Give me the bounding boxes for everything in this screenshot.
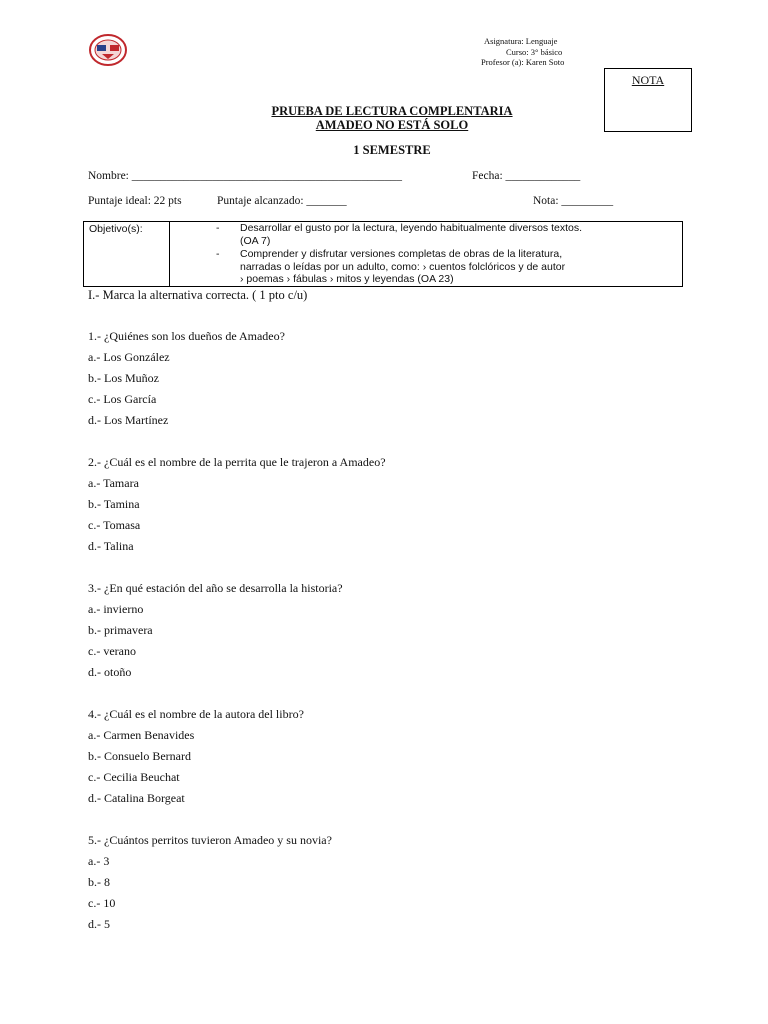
question-2: 2.- ¿Cuál es el nombre de la perrita que le trajeron a Amadeo? [88, 455, 386, 469]
option[interactable]: c.- Cecilia Beuchat [88, 770, 180, 784]
option[interactable]: b.- 8 [88, 875, 110, 889]
achieved-score-field[interactable]: Puntaje alcanzado: _______ [217, 195, 347, 207]
test-title: PRUEBA DE LECTURA COMPLENTARIA [271, 104, 513, 118]
option[interactable]: a.- Tamara [88, 476, 139, 490]
question-1: 1.- ¿Quiénes son los dueños de Amadeo? [88, 329, 285, 343]
option[interactable]: d.- Talina [88, 539, 134, 553]
option[interactable]: b.- Tamina [88, 497, 140, 511]
objective-line: Comprender y disfrutar versiones completas de obras de la literatura, [240, 248, 563, 260]
school-logo [88, 32, 128, 68]
objective-line: narradas o leídas por un adulto, como: › cuentos folclóricos y de autor [240, 260, 566, 273]
option[interactable]: d.- Los Martínez [88, 413, 169, 427]
question-3: 3.- ¿En qué estación del año se desarrolla la historia? [88, 581, 343, 595]
objective-dash: - [216, 248, 220, 260]
objective-dash: - [216, 222, 220, 234]
option[interactable]: b.- Consuelo Bernard [88, 749, 191, 763]
option[interactable]: a.- Carmen Benavides [88, 728, 195, 742]
option[interactable]: b.- Los Muñoz [88, 371, 159, 385]
book-title: AMADEO NO ESTÁ SOLO [315, 118, 469, 132]
objective-line: Desarrollar el gusto por la lectura, leyendo habitualmente diversos textos. [240, 222, 583, 234]
option[interactable]: c.- Los García [88, 392, 157, 406]
question-5: 5.- ¿Cuántos perritos tuvieron Amadeo y su novia? [88, 833, 332, 847]
name-field[interactable]: Nombre: _______________________________________________ [88, 170, 403, 182]
semester-title: 1 SEMESTRE [353, 143, 431, 157]
grade-field[interactable]: Nota: _________ [533, 195, 614, 207]
option[interactable]: a.- 3 [88, 854, 110, 868]
grade-box-label: NOTA [631, 73, 665, 87]
option[interactable]: a.- Los González [88, 350, 170, 364]
option[interactable]: c.- Tomasa [88, 518, 141, 532]
objective-line: (OA 7) [240, 234, 271, 247]
option[interactable]: b.- primavera [88, 623, 153, 637]
header-info [470, 36, 630, 68]
objectives-label: Objetivo(s): [84, 222, 170, 286]
option[interactable]: c.- verano [88, 644, 136, 658]
date-field[interactable]: Fecha: _____________ [472, 170, 581, 182]
objective-line: › poemas › fábulas › mitos y leyendas (OA 23) [240, 273, 454, 285]
subject-text: Asignatura: Lenguaje [484, 36, 558, 46]
option[interactable]: d.- 5 [88, 917, 110, 931]
option[interactable]: d.- Catalina Borgeat [88, 791, 185, 805]
section-instruction: I.- Marca la alternativa correcta. ( 1 pto c/u) [88, 288, 308, 302]
option[interactable]: d.- otoño [88, 665, 132, 679]
ideal-score: Puntaje ideal: 22 pts [88, 195, 182, 207]
objectives-table [83, 221, 683, 287]
question-4: 4.- ¿Cuál es el nombre de la autora del libro? [88, 707, 304, 721]
course-text: Curso: 3° básico [506, 46, 563, 57]
option[interactable]: a.- invierno [88, 602, 144, 616]
option[interactable]: c.- 10 [88, 896, 116, 910]
teacher-text: Profesor (a): Karen Soto [481, 57, 565, 67]
